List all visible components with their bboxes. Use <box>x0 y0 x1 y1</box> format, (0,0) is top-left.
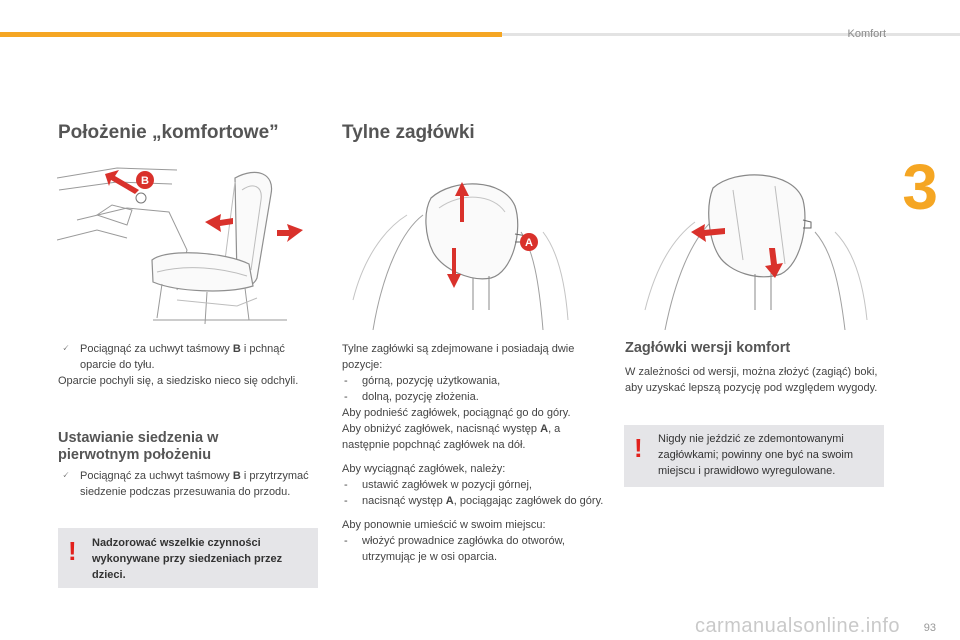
comfort-headrest-drawing <box>625 160 887 330</box>
refit-intro: Aby ponownie umieścić w swoim miejscu: <box>342 519 546 531</box>
right-warning-box <box>624 425 884 487</box>
seat-illustration <box>57 160 319 330</box>
position-item-2: - dolną, pozycję złożenia. <box>344 391 479 403</box>
headrest-illustration <box>343 160 605 330</box>
seat-drawing <box>57 160 319 330</box>
remove-intro: Aby wyciągnąć zagłówek, należy: <box>342 463 506 475</box>
header-rule <box>502 33 960 36</box>
remove-step-1: - ustawić zagłówek w pozycji górnej, <box>344 479 532 491</box>
bullet-marker-icon: 🗸 <box>62 343 69 354</box>
callout-b-label: B <box>141 175 149 187</box>
page-number: 93 <box>923 622 936 634</box>
middle-lower: Aby obniżyć zagłówek, nacisnąć występ A, a następnie popchnąć zagłówek na dół. <box>342 423 561 451</box>
header-accent-bar <box>0 32 502 37</box>
left-warning-text: Nadzorować wszelkie czynności wykonywane przy siedzeniach przez dzieci. <box>92 537 283 581</box>
left-bullet-1: 🗸 Pociągnąć za uchwyt taśmowy B i pchnąć oparcie do tyłu. <box>62 343 285 371</box>
remove-step-2: - nacisnąć występ A, pociągając zagłówek do góry. <box>344 495 604 507</box>
left-bullet-2: 🗸 Pociągnąć za uchwyt taśmowy B i przytrzymać siedzenie podczas przesuwania do przodu. <box>62 470 309 498</box>
refit-step-1: - włożyć prowadnice zagłówka do otworów, utrzymując je w osi oparcia. <box>344 535 565 563</box>
comfort-headrest-illustration <box>625 160 887 330</box>
right-para: W zależności od wersji, można złożyć (zagiąć) boki, aby uzyskać lepszą pozycję pod względem wygody. <box>625 366 878 394</box>
middle-intro: Tylne zagłówki są zdejmowane i posiadają dwie pozycje: <box>342 343 575 371</box>
middle-raise: Aby podnieść zagłówek, pociągnąć go do góry. <box>342 407 571 419</box>
left-para-1: Oparcie pochyli się, a siedzisko nieco się odchyli. <box>58 375 299 387</box>
chapter-number: 3 <box>902 151 938 223</box>
section-label: Komfort <box>847 28 886 40</box>
left-title: Położenie „komfortowe” <box>58 122 279 143</box>
right-warning-text: Nigdy nie jeździć ze zdemontowanymi zagłówkami; powinny one być na swoim miejscu i prawidłowo wyregulowane. <box>658 433 854 477</box>
bullet-marker-icon: 🗸 <box>62 470 69 481</box>
left-subtitle: Ustawianie siedzenia w pierwotnym położeniu <box>58 430 219 463</box>
watermark: carmanualsonline.info <box>694 615 900 637</box>
headrest-drawing <box>343 160 605 330</box>
warning-icon: ! <box>68 536 77 566</box>
left-warning-box <box>58 528 318 588</box>
position-item-1: - górną, pozycję użytkowania, <box>344 375 501 387</box>
middle-title: Tylne zagłówki <box>342 122 475 143</box>
right-subtitle: Zagłówki wersji komfort <box>625 340 791 356</box>
middle-text-block <box>342 341 604 565</box>
callout-a-label: A <box>525 237 533 249</box>
warning-icon: ! <box>634 433 643 463</box>
